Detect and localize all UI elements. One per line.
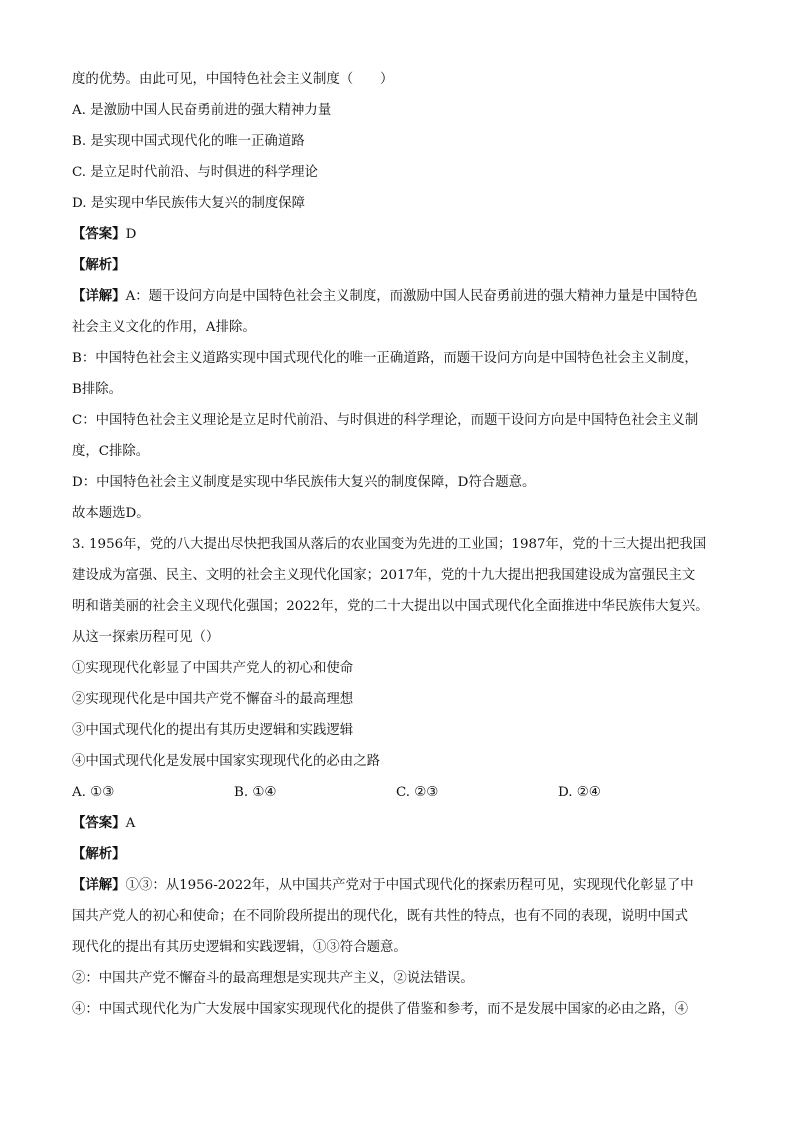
q3-detail-line-2: 国共产党人的初心和使命；在不同阶段所提出的现代化，既有共性的特点，也有不同的表现，说明中国式 [72, 909, 688, 924]
q3-option-d: D. ②④ [558, 785, 601, 800]
q2-detail-line-7: D：中国特色社会主义制度是实现中华民族伟大复兴的制度保障，D符合题意。 [72, 475, 536, 490]
detail-text: ①③：从1956-2022年，从中国共产党对于中国式现代化的探索历程可见，实现现代化彰显了中 [125, 878, 694, 893]
q3-detail-line-1 [72, 870, 732, 901]
answer-value: A [125, 816, 136, 831]
q2-detail-line-3: B：中国特色社会主义道路实现中国式现代化的唯一正确道路，而题干设问方向是中国特色社会主义制度， [72, 351, 698, 366]
q2-detail-line-2: 社会主义文化的作用，A排除。 [72, 320, 256, 335]
q2-answer [72, 219, 732, 250]
q2-option-d: D. 是实现中华民族伟大复兴的制度保障 [72, 196, 306, 211]
q2-conclusion: 故本题选D。 [72, 506, 150, 521]
q3-option-a: A. ①③ [72, 785, 115, 800]
q2-option-a: A. 是激励中国人民奋勇前进的强大精神力量 [72, 103, 332, 118]
q2-detail-line-5: C：中国特色社会主义理论是立足时代前沿、与时俱进的科学理论，而题干设问方向是中国特色社会主义制 [72, 413, 699, 428]
q3-option-b: B. ①④ [234, 785, 277, 800]
q3-answer [72, 808, 732, 839]
q2-stem-end: 度的优势。由此可见，中国特色社会主义制度（ ） [72, 72, 394, 87]
detail-tag: 【详解】 [72, 877, 126, 893]
q3-option-c: C. ②③ [396, 785, 439, 800]
q3-detail-line-5: ④：中国式现代化为广大发展中国家实现现代化的提供了借鉴和参考，而不是发展中国家的必由之路，④ [72, 1002, 688, 1017]
q3-item-3: ③中国式现代化的提出有其历史逻辑和实践逻辑 [72, 723, 354, 738]
q3-item-4: ④中国式现代化是发展中国家实现现代化的必由之路 [72, 754, 380, 769]
q2-detail-line-1 [72, 281, 732, 312]
q3-stem-line-2: 建设成为富强、民主、文明的社会主义现代化国家；2017年，党的十九大提出把我国建设成为富强民主文 [72, 568, 696, 583]
q3-stem-line-3: 明和谐美丽的社会主义现代化强国；2022年，党的二十大提出以中国式现代化全面推进中华民族伟大复兴。 [72, 599, 709, 614]
q2-detail-line-6: 度，C排除。 [72, 444, 150, 459]
q3-item-2: ②实现现代化是中国共产党不懈奋斗的最高理想 [72, 692, 354, 707]
detail-tag: 【详解】 [72, 288, 126, 304]
q2-detail-line-4: B排除。 [72, 382, 123, 397]
q2-option-c: C. 是立足时代前沿、与时俱进的科学理论 [72, 165, 318, 180]
q3-detail-line-3: 现代化的提出有其历史逻辑和实践逻辑，①③符合题意。 [72, 940, 407, 955]
q3-stem-line-1: 3. 1956年，党的八大提出尽快把我国从落后的农业国变为先进的工业国；1987年，党的十三大提出把我国 [72, 537, 707, 552]
answer-value: D [125, 227, 137, 242]
q3-item-1: ①实现现代化彰显了中国共产党人的初心和使命 [72, 661, 354, 676]
q2-analysis-tag: 【解析】 [72, 257, 126, 273]
document-page [72, 64, 732, 1025]
q2-option-b: B. 是实现中国式现代化的唯一正确道路 [72, 134, 305, 149]
detail-text: A：题干设问方向是中国特色社会主义制度，而激励中国人民奋勇前进的强大精神力量是中国特色 [125, 289, 698, 304]
answer-tag: 【答案】 [72, 815, 126, 831]
answer-tag: 【答案】 [72, 226, 126, 242]
q3-stem-line-4: 从这一探索历程可见（） [72, 630, 220, 645]
q3-options [72, 777, 732, 808]
q3-analysis-tag: 【解析】 [72, 846, 126, 862]
q3-detail-line-4: ②：中国共产党不懈奋斗的最高理想是实现共产主义，②说法错误。 [72, 971, 474, 986]
